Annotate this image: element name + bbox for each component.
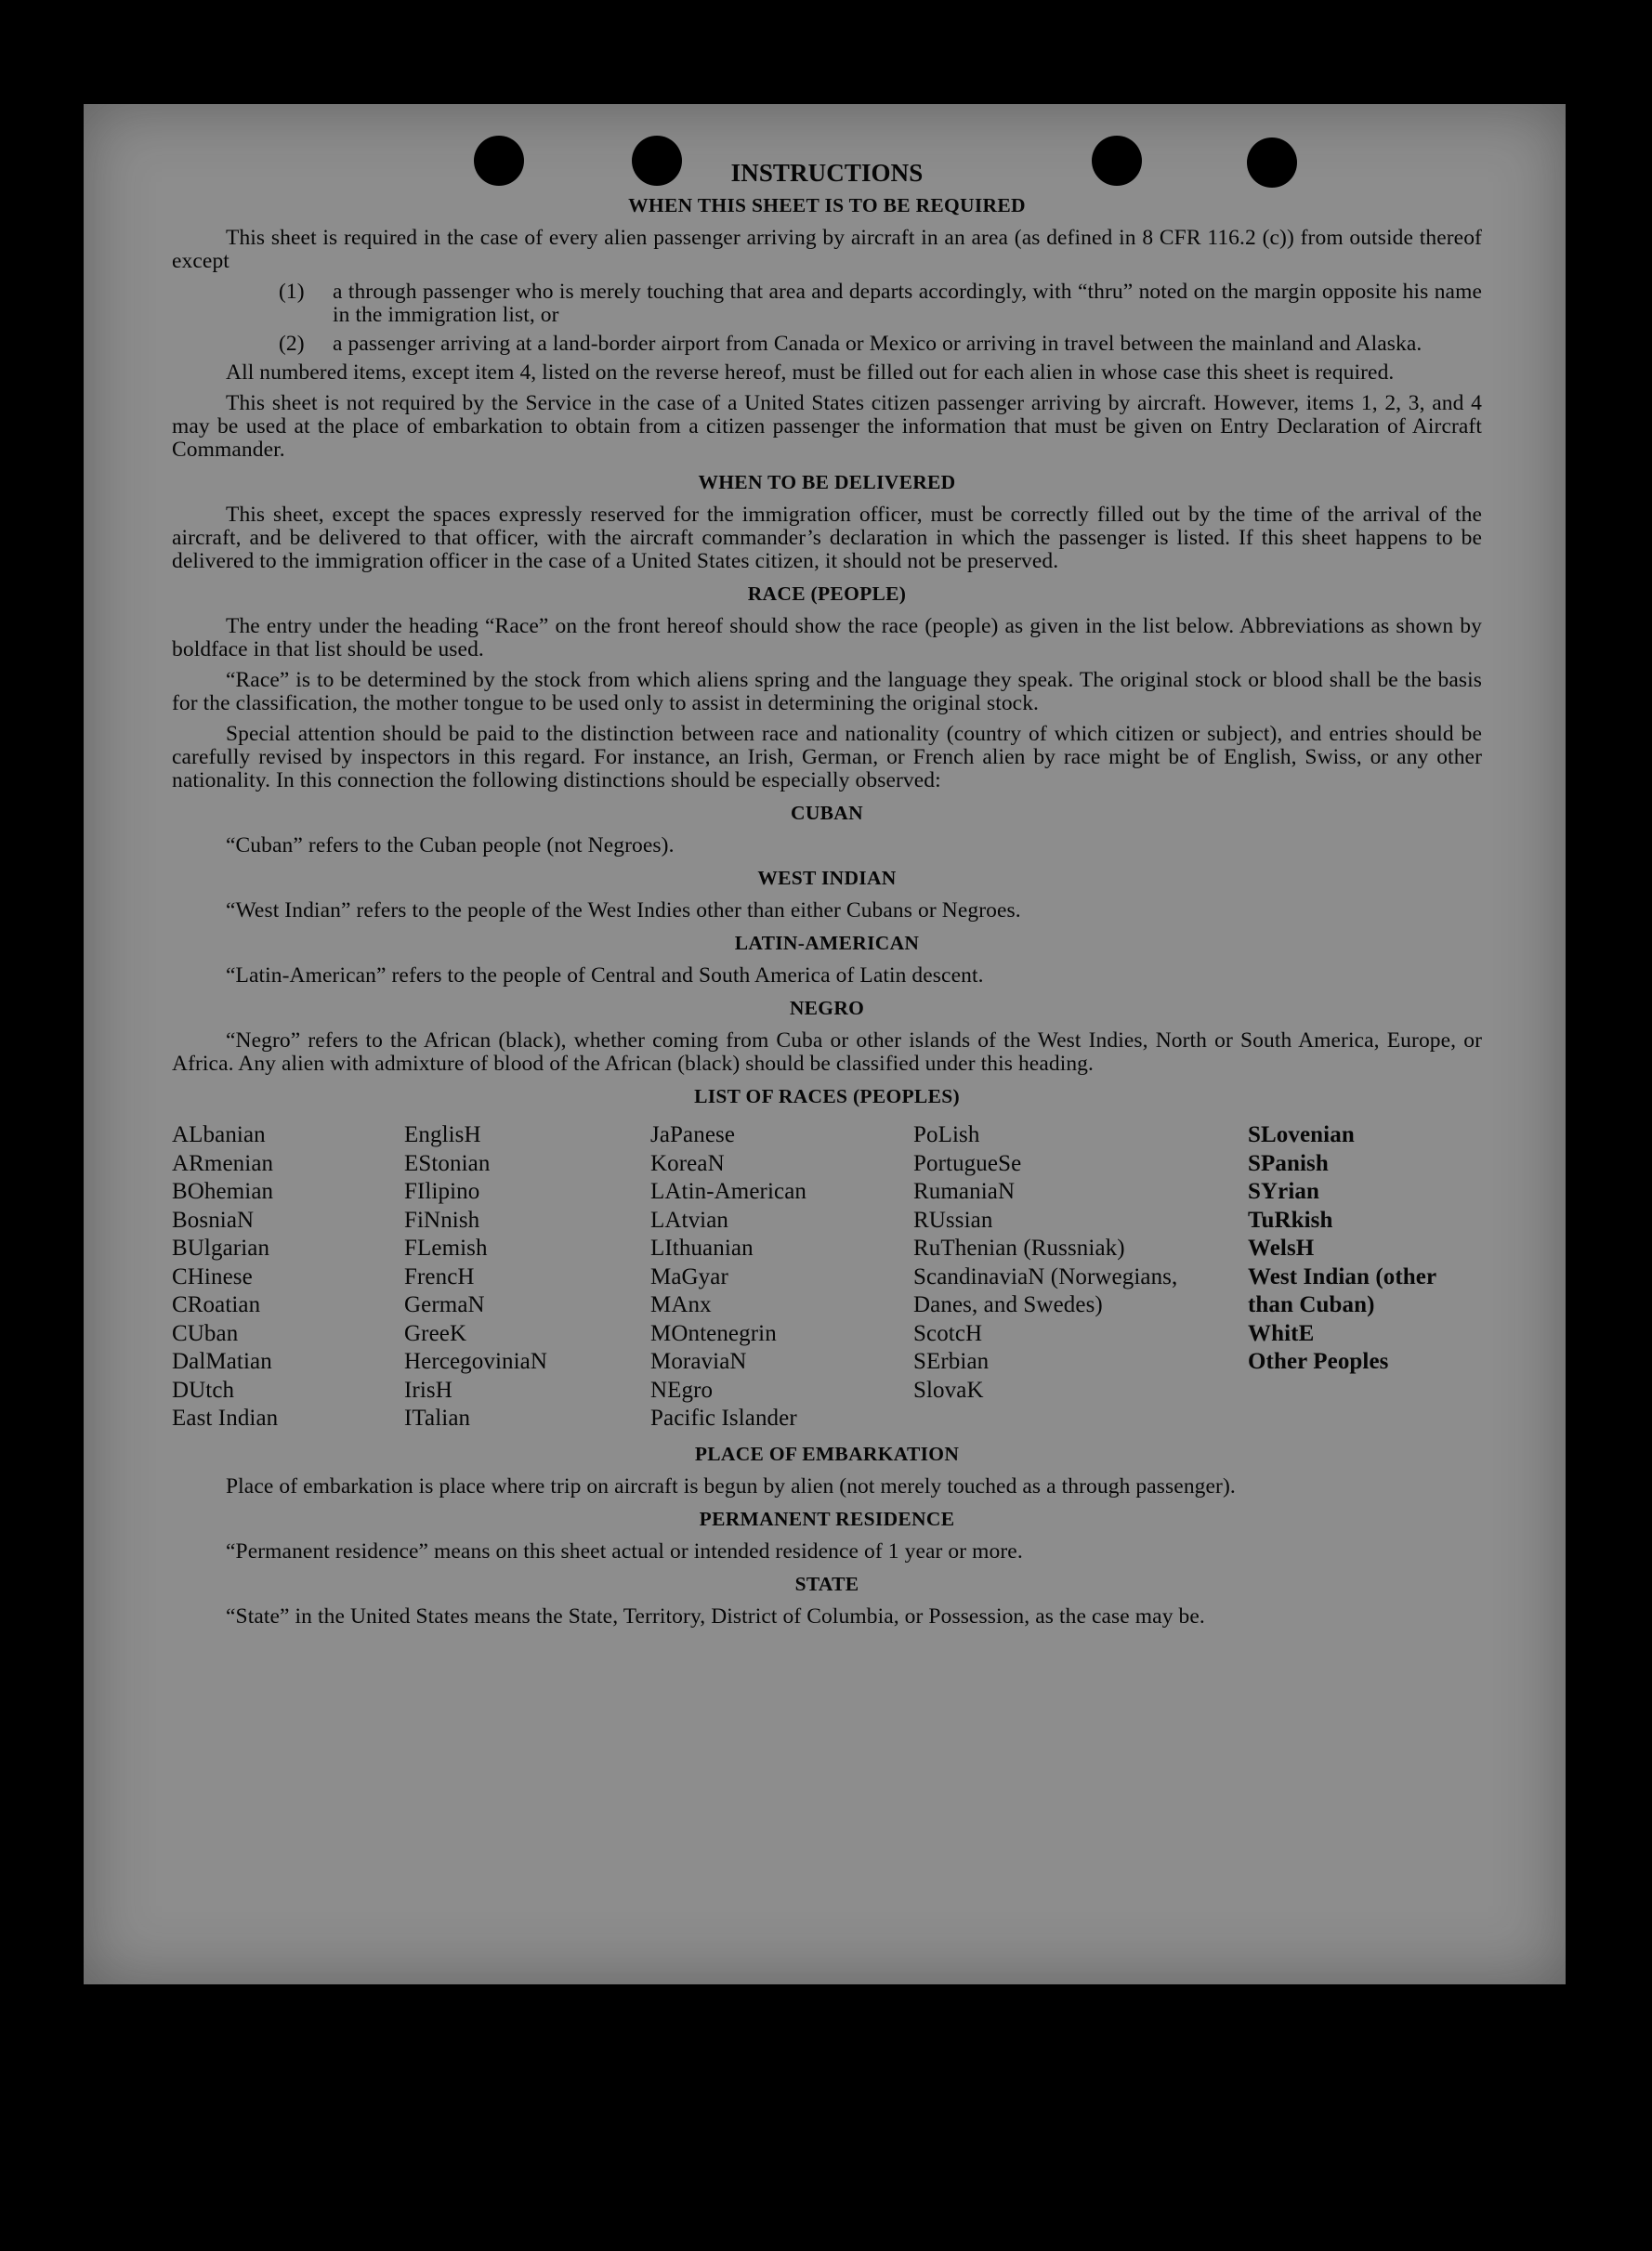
race-entry: FrencH <box>404 1263 475 1289</box>
paragraph: This sheet, except the spaces expressly reserved for the immigration officer, must be correctly filled out by the time of the arrival of the aircraft, and be delivered to that officer, with the aircraft commander’s declaration in which the passenger is listed. If this sheet happens to be delivered to the immigration officer in the case of a United States citizen, it should not be preserved. <box>172 503 1482 573</box>
race-entry: ITalian <box>404 1406 471 1431</box>
race-entry: JaPanese <box>650 1122 736 1147</box>
race-entry: SlovaK <box>913 1377 984 1403</box>
item-text: a passenger arriving at a land-border airport from Canada or Mexico or arriving in travel between the mainland and Alaska. <box>333 332 1423 356</box>
race-entry: SErbian <box>913 1349 990 1374</box>
list-item <box>172 333 1482 356</box>
paragraph: “Cuban” refers to the Cuban people (not Negroes). <box>226 833 675 857</box>
race-entry: CHinese <box>172 1263 253 1289</box>
races-column <box>172 1121 404 1433</box>
race-entry: LAtvian <box>650 1207 729 1233</box>
paragraph: Special attention should be paid to the distinction between race and nationality (country of which citizen or subject), and entries should be carefully revised by inspectors in this regard. For instance, an Irish, German, or French alien by race might be of English, Swiss, or any other nationality. In this connection the following distinctions should be especially observed: <box>172 722 1482 792</box>
section-heading-race: RACE (PEOPLE) <box>747 582 907 605</box>
section-heading-permanent-residence: PERMANENT RESIDENCE <box>699 1507 955 1530</box>
section-heading-embarkation: PLACE OF EMBARKATION <box>694 1442 960 1465</box>
race-entry: GreeK <box>404 1320 467 1346</box>
race-entry: NEgro <box>650 1377 714 1403</box>
race-entry: HercegoviniaN <box>404 1349 548 1374</box>
race-entry: SYrian <box>1248 1179 1320 1204</box>
race-entry: TuRkish <box>1248 1207 1333 1233</box>
section-heading-when-required: WHEN THIS SHEET IS TO BE REQUIRED <box>628 194 1026 216</box>
paragraph: “State” in the United States means the State, Territory, District of Columbia, or Possession, as the case may be. <box>226 1603 1205 1629</box>
race-entry: DalMatian <box>172 1349 272 1374</box>
race-entry: ALbanian <box>172 1122 266 1147</box>
race-entry: FLemish <box>404 1236 488 1261</box>
section-heading-cuban: CUBAN <box>791 802 863 824</box>
race-entry: MAnx <box>650 1292 712 1317</box>
paragraph: This sheet is not required by the Service in the case of a United States citizen passenger arriving by aircraft. However, items 1, 2, 3, and 4 may be used at the place of embarkation to obtain from a citizen passenger the information that must be given on Entry Declaration of Aircraft Commander. <box>172 391 1482 462</box>
race-entry: BosniaN <box>172 1207 255 1233</box>
race-entry: RUssian <box>913 1207 993 1233</box>
race-entry: BOhemian <box>172 1179 274 1204</box>
races-column <box>1248 1121 1480 1433</box>
race-entry: KoreaN <box>650 1150 725 1176</box>
paragraph: “West Indian” refers to the people of the West Indies other than either Cubans or Negroes. <box>226 898 1021 923</box>
race-entry: CRoatian <box>172 1292 261 1317</box>
paragraph: All numbered items, except item 4, listed on the reverse hereof, must be filled out for each alien in whose case this sheet is required. <box>226 360 1395 385</box>
paragraph: “Race” is to be determined by the stock from which aliens spring and the language they speak. The original stock or blood shall be the basis for the classification, the mother tongue to be used only to assist in determining the original stock. <box>172 668 1482 715</box>
race-entry: FIlipino <box>404 1179 480 1204</box>
race-entry: EStonian <box>404 1150 491 1176</box>
races-column <box>404 1121 650 1433</box>
section-heading-list-of-races: LIST OF RACES (PEOPLES) <box>694 1085 960 1107</box>
paragraph: “Permanent residence” means on this sheet actual or intended residence of 1 year or more. <box>226 1538 1023 1564</box>
races-column <box>913 1121 1248 1433</box>
race-entry: Pacific Islander <box>650 1406 797 1431</box>
item-text: a through passenger who is merely touching that area and departs accordingly, with “thru” noted on the margin opposite his name in the immigration list, or <box>333 280 1482 327</box>
race-entry: ScandinaviaN (Norwegians, Danes, and Swedes) <box>913 1263 1178 1317</box>
race-entry: MoraviaN <box>650 1349 747 1374</box>
section-heading-state: STATE <box>794 1572 859 1595</box>
race-entry: West Indian (other than Cuban) <box>1248 1263 1436 1317</box>
race-entry: SPanish <box>1248 1150 1329 1176</box>
race-entry: CUban <box>172 1320 239 1346</box>
paragraph: “Latin-American” refers to the people of Central and South America of Latin descent. <box>226 963 984 988</box>
races-list <box>172 1121 1482 1433</box>
paragraph: The entry under the heading “Race” on the front hereof should show the race (people) as given in the list below. Abbreviations as shown by boldface in that list should be used. <box>172 614 1482 661</box>
race-entry: RumaniaN <box>913 1179 1016 1204</box>
race-entry: IrisH <box>404 1377 452 1403</box>
race-entry: LIthuanian <box>650 1236 754 1261</box>
race-entry: WelsH <box>1248 1236 1315 1261</box>
race-entry: MOntenegrin <box>650 1320 777 1346</box>
list-item <box>172 281 1482 327</box>
race-entry: RuThenian (Russniak) <box>913 1236 1125 1261</box>
paragraph: Place of embarkation is place where trip on aircraft is begun by alien (not merely touched as a through passenger). <box>226 1473 1236 1498</box>
paragraph: This sheet is required in the case of every alien passenger arriving by aircraft in an area (as defined in 8 CFR 116.2 (c)) from outside thereof except <box>172 226 1482 273</box>
instructions-content <box>172 156 1482 1636</box>
race-entry: ScotcH <box>913 1320 983 1346</box>
race-entry: DUtch <box>172 1377 235 1403</box>
race-entry: Other Peoples <box>1248 1349 1389 1374</box>
item-number: (1) <box>279 280 305 304</box>
race-entry: MaGyar <box>650 1263 728 1289</box>
document-sheet <box>84 104 1566 1984</box>
section-heading-when-delivered: WHEN TO BE DELIVERED <box>698 471 956 493</box>
race-entry: East Indian <box>172 1406 279 1431</box>
race-entry: ARmenian <box>172 1150 274 1176</box>
races-column <box>650 1121 913 1433</box>
section-heading-latin-american: LATIN-AMERICAN <box>734 932 920 954</box>
paragraph: “Negro” refers to the African (black), whether coming from Cuba or other islands of the West Indies, North or South America, Europe, or Africa. Any alien with admixture of blood of the African (black) should be classified under this heading. <box>172 1028 1482 1076</box>
race-entry: LAtin-American <box>650 1179 807 1204</box>
race-entry: EnglisH <box>404 1122 481 1147</box>
page-title: INSTRUCTIONS <box>730 159 924 187</box>
race-entry: BUlgarian <box>172 1236 270 1261</box>
section-heading-west-indian: WEST INDIAN <box>757 867 897 889</box>
race-entry: SLovenian <box>1248 1122 1355 1147</box>
race-entry: WhitE <box>1248 1320 1315 1346</box>
race-entry: FiNnish <box>404 1207 480 1233</box>
item-number: (2) <box>279 332 305 356</box>
race-entry: GermaN <box>404 1292 485 1317</box>
race-entry: PortugueSe <box>913 1150 1022 1176</box>
race-entry: PoLish <box>913 1122 980 1147</box>
section-heading-negro: NEGRO <box>789 997 865 1019</box>
